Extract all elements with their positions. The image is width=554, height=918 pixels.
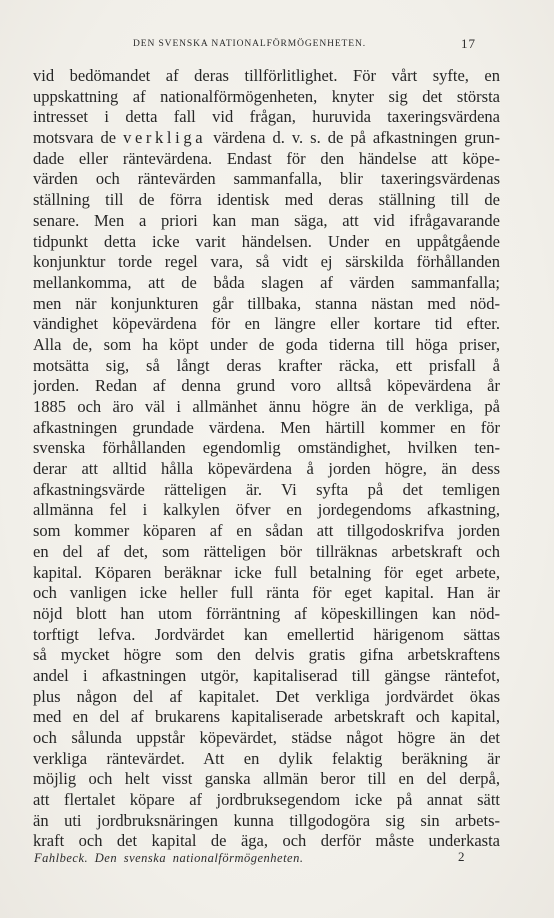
text-line: svenska förhållanden egendomlig omständighet, hvilken ten- — [33, 438, 500, 458]
text-line: derar att alltid hålla köpevärdena å jorden högre, än dess — [33, 459, 500, 479]
text-line: nöjd blott han utom förräntning af köpeskillingen kan nöd- — [33, 603, 500, 623]
text-line: men när konjunkturen går tillbaka, stanna nästan med nöd- — [33, 293, 500, 313]
text-line: och sålunda uppstår köpevärdet, städse något högre än det — [33, 728, 500, 747]
text-segment: motsvara de — [33, 128, 124, 148]
text-line: afkastningsvärde rätteligen är. Vi syfta på det temligen — [33, 479, 500, 499]
text-line: som kommer köparen af en sådan att tillgodoskrifva jorden — [33, 521, 500, 541]
text-line: och vanligen icke heller full ränta för eget kapital. Han är — [33, 583, 500, 603]
text-line: att flertalet köpare af jordbruksegendom icke på annat sätt — [33, 790, 500, 810]
signature-number: 2 — [458, 849, 465, 864]
page-number: 17 — [461, 36, 476, 51]
text-line: allmänna fel i kalkylen öfver en jordegendoms afkastning, — [33, 500, 500, 520]
text-line: ställning till de förra identisk med deras ställning till de — [33, 190, 500, 210]
text-line: kraft och det kapital de äga, och derför måste underkasta — [33, 831, 500, 851]
text-line: möjlig och helt visst ganska allmän beror till en del derpå, — [33, 769, 500, 789]
text-line: vid bedömandet af deras tillförlitlighet. För vårt syfte, en — [33, 66, 500, 85]
text-line: torftigt lefva. Jordvärdet kan emellertid härigenom sättas — [33, 624, 500, 644]
text-line: konjunktur torde regel vara, så vidt ej särskilda förhållanden — [33, 252, 500, 272]
text-line: vändighet köpevärdena för en längre eller kortare tid efter. — [33, 314, 500, 334]
page-body — [33, 66, 500, 852]
text-line: motsätta sig, så långt deras krafter räcka, ett prisfall å — [33, 355, 500, 375]
running-title: DEN SVENSKA NATIONALFÖRMÖGENHETEN. — [133, 39, 366, 49]
text-line: dade eller räntevärdena. Endast för den händelse att köpe- — [33, 148, 500, 168]
footer-signature: Fahlbeck. Den svenska nationalförmögenheten. — [34, 851, 304, 865]
text-line: tidpunkt detta icke varit händelsen. Under en uppåtgående — [33, 231, 500, 251]
text-line: intresset i detta fall vid frågan, huruvida taxeringsvärdena — [33, 107, 500, 127]
spaced-emphasis: verkliga — [123, 128, 207, 148]
text-segment: värdena d. v. s. de på afkastningen grun- — [206, 128, 500, 148]
text-line — [33, 128, 500, 149]
text-line: Alla de, som ha köpt under de goda tiderna till höga priser, — [33, 334, 500, 354]
text-line: 1885 och äro väl i allmänhet ännu högre än de verkliga, på — [33, 397, 500, 416]
text-line: plus någon del af kapitalet. Det verkliga jordvärdet ökas — [33, 686, 500, 706]
text-line: mellankomma, att de båda slagen af värden sammanfalla; — [33, 272, 500, 292]
text-line: än uti jordbruksnäringen kunna tillgodogöra sig sin arbets- — [33, 810, 500, 830]
text-line: uppskattning af nationalförmögenheten, knyter sig det största — [33, 86, 500, 106]
text-line: så mycket högre som den delvis gratis gifna arbetskraftens — [33, 645, 500, 665]
text-line: afkastningen grundade värdena. Men härtill kommer en för — [33, 417, 500, 437]
text-line: andel i afkastningen utgör, kapitaliserad till gängse räntefot, — [33, 665, 500, 685]
text-line: verkliga räntevärdet. Att en dylik felaktig beräkning är — [33, 748, 500, 768]
text-line: jorden. Redan af denna grund voro alltså köpevärdena år — [33, 376, 500, 396]
text-line: med en del af brukarens kapitaliserade arbetskraft och kapital, — [33, 707, 500, 727]
text-line: senare. Men a priori kan man säga, att vid ifrågavarande — [33, 210, 500, 230]
text-line: kapital. Köparen beräknar icke full betalning för eget arbete, — [33, 562, 500, 582]
text-line: värden och räntevärden sammanfalla, blir taxeringsvärdenas — [33, 169, 500, 189]
text-line: en del af det, som rätteligen bör tillräknas arbetskraft och — [33, 541, 500, 561]
